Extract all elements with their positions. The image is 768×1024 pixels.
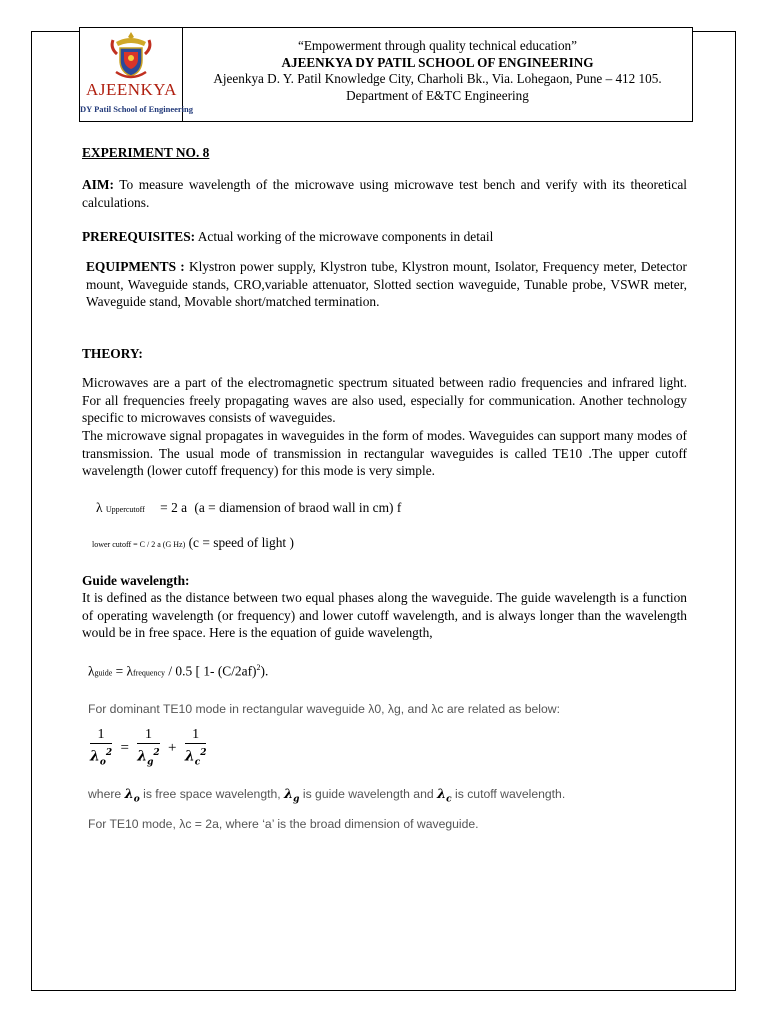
wavelength-relation: $\frac{1}{\lambda_o^2}$ = $\frac{1}{\lambda_g^2}$ + $\frac{1}{\lambda_c^2}$ [88, 727, 693, 775]
theory-paragraph-1: Microwaves are a part of the electromagnetic spectrum situated between radio frequencies and infrared light. For all frequencies freely propagating waves are also used, especially for communication. Another technology specific to microwaves consists of waveguides. [82, 375, 687, 425]
guide-wavelength-heading: Guide wavelength: [82, 573, 190, 588]
address: Ajeenkya D. Y. Patil Knowledge City, Charholi Bk., Via. Lohegaon, Pune – 412 105. [213, 71, 662, 86]
logo-name: AJEENKYA [86, 80, 177, 99]
crest-icon [80, 28, 183, 83]
fraction-lambdag: $\frac{1}{\lambda_g^2}$ [137, 727, 160, 768]
equipments-text: Klystron power supply, Klystron tube, Klystron mount, Isolator, Frequency meter, Detector mount, Waveguide stands, CRO,variable attenuator, Slotted section waveguide, Tunable probe, VSWR meter, Waveguide stand, Movable short/matched termination. [86, 259, 687, 309]
guide-wavelength-equation: λguide = λfrequency / 0.5 [ 1- $(C/2af)^2$). [88, 663, 269, 679]
te10-line: For TE10 mode, λc = 2a, where ‘a’ is the broad dimension of waveguide. [88, 817, 479, 831]
aim-text: To measure wavelength of the microwave using microwave test bench and verify with its theoretical calculations. [82, 177, 687, 210]
prerequisites-text: Actual working of the microwave components in detail [195, 229, 494, 244]
prerequisites-section [82, 228, 687, 246]
logo-subtitle: DY Patil School of Engineering [80, 104, 194, 114]
cutoff-formula: λ Uppercutoff = 2 a (a = diamension of braod wall in cm) f [96, 500, 402, 515]
cutoff-frequency-formula: lower cutoff = C / 2 a (G Hz) (c = speed of light ) [92, 535, 294, 550]
motto: “Empowerment through quality technical education” [297, 38, 578, 53]
prerequisites-label: PREREQUISITES: [82, 229, 196, 244]
department: Department of E&TC Engineering [346, 87, 529, 103]
fraction-lambdac: $\frac{1}{\lambda_c^2}$ [184, 727, 207, 768]
theory-paragraph-2: The microwave signal propagates in waveguides in the form of modes. Waveguides can support many modes of transmission. The usual mode of transmission in rectangular waveguides is called TE10 .The upper cutoff wavelength (lower cutoff frequency) for this mode is very simple. [82, 428, 687, 478]
aim-section [82, 176, 687, 211]
college-logo [80, 28, 194, 121]
aim-label: AIM: [82, 177, 114, 192]
experiment-title: EXPERIMENT NO. 8 [82, 145, 210, 160]
guide-wavelength-text: It is defined as the distance between two equal phases along the waveguide. The guide wavelength is a function of operating wavelength (or frequency) and lower cutoff wavelength, and is always longer than the wavelength would be in free space. Here is the equation of guide wavelength, [82, 590, 687, 640]
equipments-section [82, 258, 687, 311]
school-name: AJEENKYA DY PATIL SCHOOL OF ENGINEERING [281, 54, 594, 70]
dominant-mode-line: For dominant TE10 mode in rectangular waveguide λ0, λg, and λc are related as below: [88, 702, 560, 716]
fraction-lambda0: $\frac{1}{\lambda_o^2}$ [90, 727, 113, 768]
theory-heading: THEORY: [82, 346, 143, 361]
where-line: where $\lambda_o$ is free space wavelength, $\lambda_g$ is guide wavelength and $\lambda_c$ is cutoff wavelength. [88, 787, 566, 805]
letterhead-text [183, 38, 692, 104]
equipments-label: EQUIPMENTS : [86, 259, 185, 274]
letterhead [79, 27, 693, 122]
